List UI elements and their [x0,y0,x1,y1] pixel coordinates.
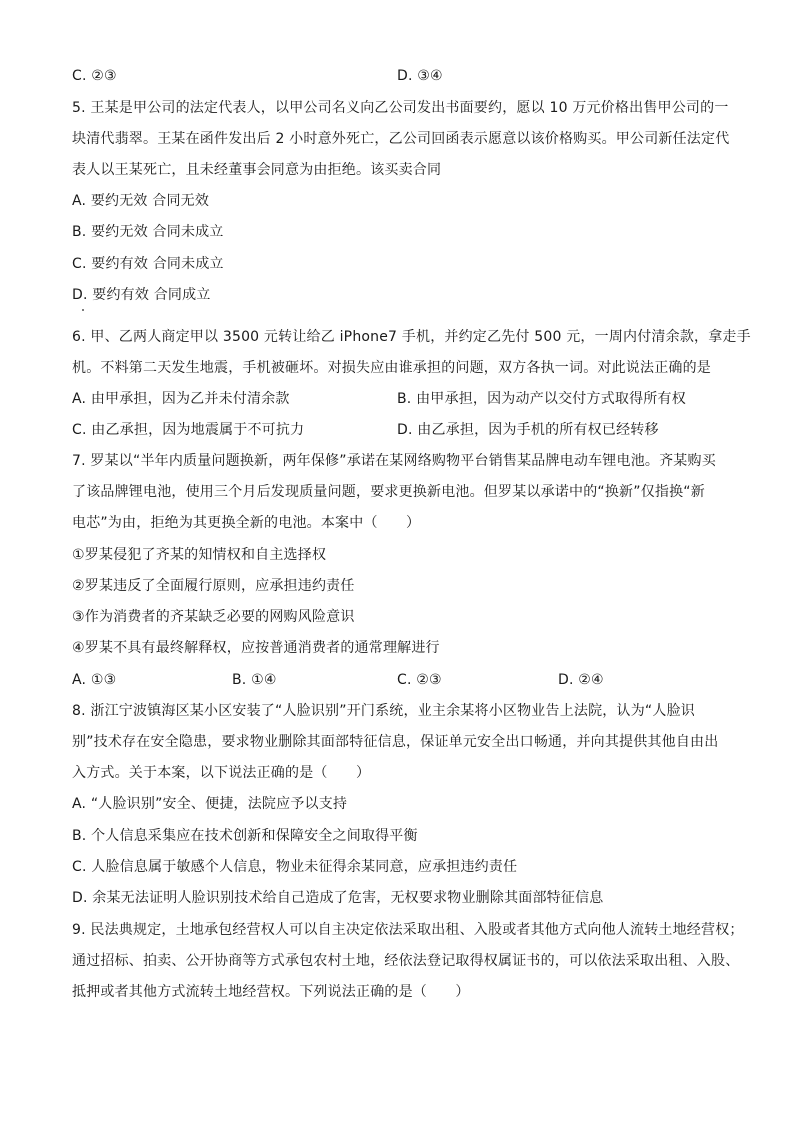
question-7-option-c: C. ②③ [397,672,442,688]
question-9-stem-line: 9. 民法典规定，土地承包经营权人可以自主决定依法采取出租、入股或者其他方式向他人流转土地经营权； [72,922,744,938]
question-8-stem-line: 8. 浙江宁波镇海区某小区安装了“人脸识别”开门系统，业主余某将小区物业告上法院，认为“人脸识 [72,703,695,719]
question-6-option-a: A. 由甲承担，因为乙并未付清余款 [72,391,290,407]
question-7-statement: ③作为消费者的齐某缺乏必要的网购风险意识 [72,609,355,625]
question-6-option-c: C. 由乙承担，因为地震属于不可抗力 [72,422,305,438]
question-6-option-b: B. 由甲承担，因为动产以交付方式取得所有权 [397,391,686,407]
question-7-statement: ④罗某不具有最终解释权，应按普通消费者的通常理解进行 [72,640,440,656]
question-8-option-d: D. 余某无法证明人脸识别技术给自己造成了危害，无权要求物业删除其面部特征信息 [72,890,604,906]
option-c: C. ②③ [72,68,117,84]
question-5-option-c: C. 要约有效 合同未成立 [72,256,224,272]
question-5-option-d: D. 要约有效 合同成立 [72,287,211,303]
question-5-stem-line: 块清代翡翠。王某在函件发出后 2 小时意外死亡，乙公司回函表示愿意以该价格购买。甲公司新任法定代 [72,131,730,147]
question-7-option-d: D. ②④ [558,672,604,688]
question-6-stem-line: 6. 甲、乙两人商定甲以 3500 元转让给乙 iPhone7 手机，并约定乙先付 500 元，一周内付清余款，拿走手 [72,329,751,345]
question-8-stem-line: 入方式。关于本案，以下说法正确的是（ ） [72,765,371,781]
question-5-stem-line: 表人以王某死亡，且未经董事会同意为由拒绝。该买卖合同 [72,162,442,178]
question-5-option-b: B. 要约无效 合同未成立 [72,224,224,240]
question-9-stem-line: 抵押或者其他方式流转土地经营权。下列说法正确的是（ ） [72,984,470,1000]
question-8-option-c: C. 人脸信息属于敏感个人信息，物业未征得余某同意，应承担违约责任 [72,859,518,875]
question-7-statement: ②罗某违反了全面履行原则，应承担违约责任 [72,578,355,594]
question-8-option-a: A. “人脸识别”安全、便捷，法院应予以支持 [72,796,348,812]
question-7-option-a: A. ①③ [72,672,117,688]
question-6-option-d: D. 由乙承担，因为手机的所有权已经转移 [397,422,659,438]
question-7-stem-line: 7. 罗某以“半年内质量问题换新，两年保修”承诺在某网络购物平台销售某品牌电动车锂电池。齐某购买 [72,453,716,469]
question-5-option-a: A. 要约无效 合同无效 [72,193,210,209]
question-7-statement: ①罗某侵犯了齐某的知情权和自主选择权 [72,547,327,563]
question-5-stem-line: 5. 王某是甲公司的法定代表人，以甲公司名义向乙公司发出书面要约，愿以 10 万元价格出售甲公司的一 [72,100,729,116]
question-8-stem-line: 别”技术存在安全隐患，要求物业删除其面部特征信息，保证单元安全出口畅通，并向其提供其他自由出 [72,734,719,750]
question-7-stem-line: 电芯”为由，拒绝为其更换全新的电池。本案中（ ） [72,515,421,531]
question-7-option-b: B. ①④ [232,672,277,688]
question-8-option-b: B. 个人信息采集应在技术创新和保障安全之间取得平衡 [72,828,418,844]
stray-dot-mark [82,309,84,311]
option-d: D. ③④ [397,68,443,84]
question-7-stem-line: 了该品牌锂电池，使用三个月后发现质量问题，要求更换新电池。但罗某以承诺中的“换新”仅指换“新 [72,484,705,500]
question-6-stem-line: 机。不料第二天发生地震，手机被砸坏。对损失应由谁承担的问题，双方各执一词。对此说法正确的是 [72,360,711,376]
question-9-stem-line: 通过招标、拍卖、公开协商等方式承包农村土地，经依法登记取得权属证书的，可以依法采取出租、入股、 [72,953,740,969]
